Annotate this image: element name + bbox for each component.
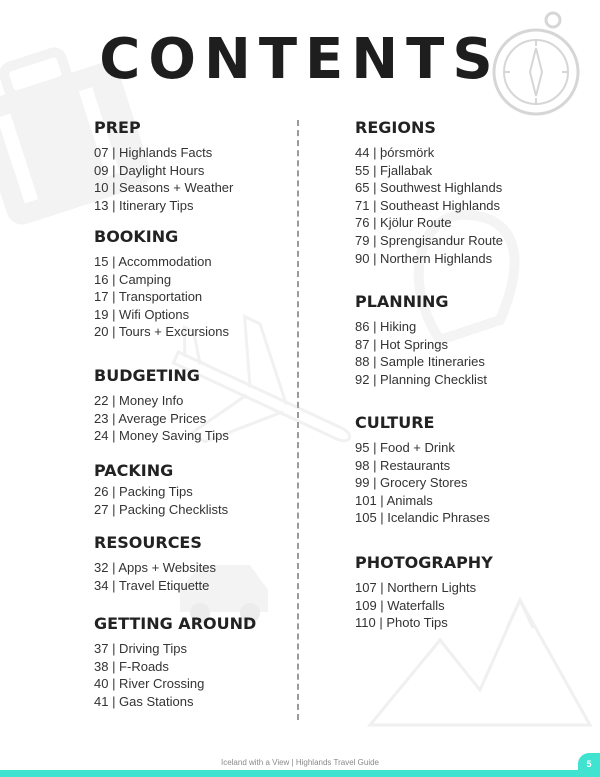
column-divider (297, 120, 299, 720)
toc-entry[interactable]: 107 | Northern Lights (355, 580, 477, 595)
toc-entry[interactable]: 95 | Food + Drink (355, 440, 455, 455)
toc-entry[interactable]: 26 | Packing Tips (94, 484, 193, 499)
toc-entry[interactable]: 38 | F-Roads (94, 658, 169, 674)
toc-entry[interactable]: 88 | Sample Itineraries (355, 354, 485, 370)
footer-text: Iceland with a View | Highlands Travel Guide (220, 758, 379, 767)
toc-entry[interactable]: 23 | Average Prices (94, 410, 207, 426)
toc-section-getting-around (94, 614, 256, 710)
section-title: CULTURE (355, 413, 435, 432)
toc-section-budgeting (94, 366, 229, 445)
page-number: 5 (578, 753, 600, 777)
section-title: PACKING (94, 461, 174, 480)
section-title: GETTING AROUND (94, 614, 257, 633)
toc-section-packing (94, 461, 228, 518)
toc-entry[interactable]: 44 | þórsmörk (355, 145, 435, 160)
toc-entry[interactable]: 110 | Photo Tips (355, 615, 448, 631)
toc-entry[interactable]: 13 | Itinerary Tips (94, 197, 194, 213)
toc-entry[interactable]: 24 | Money Saving Tips (94, 428, 229, 444)
toc-entry[interactable]: 41 | Gas Stations (94, 693, 194, 709)
toc-entry[interactable]: 92 | Planning Checklist (355, 371, 488, 387)
toc-section-resources (94, 533, 216, 594)
toc-entry[interactable]: 86 | Hiking (355, 319, 417, 334)
toc-entry[interactable]: 109 | Waterfalls (355, 597, 445, 613)
section-title: PHOTOGRAPHY (355, 553, 493, 572)
toc-entry[interactable]: 90 | Northern Highlands (355, 250, 493, 266)
toc-entry[interactable]: 98 | Restaurants (355, 457, 451, 473)
toc-entry[interactable]: 20 | Tours + Excursions (94, 324, 230, 340)
toc-entry[interactable]: 40 | River Crossing (94, 676, 205, 692)
toc-section-photography (355, 553, 493, 632)
toc-entry[interactable]: 16 | Camping (94, 271, 172, 287)
toc-entry[interactable]: 55 | Fjallabak (355, 162, 433, 178)
toc-entry[interactable]: 101 | Animals (355, 492, 433, 508)
toc-section-planning (355, 292, 487, 388)
toc-entry[interactable]: 76 | Kjölur Route (355, 215, 452, 231)
toc-entry[interactable]: 71 | Southeast Highlands (355, 197, 501, 213)
toc-entry[interactable]: 37 | Driving Tips (94, 641, 187, 656)
section-title: RESOURCES (94, 533, 202, 552)
toc-entry[interactable]: 09 | Daylight Hours (94, 162, 205, 178)
toc-entry[interactable]: 17 | Transportation (94, 289, 203, 305)
toc-entry[interactable]: 32 | Apps + Websites (94, 560, 217, 575)
toc-section-prep (94, 118, 233, 214)
section-title: PREP (94, 118, 141, 137)
toc-entry[interactable]: 10 | Seasons + Weather (94, 180, 234, 196)
toc-section-culture (355, 413, 490, 527)
toc-entry[interactable]: 22 | Money Info (94, 393, 184, 408)
toc-entry[interactable]: 15 | Accommodation (94, 254, 212, 269)
toc-section-booking (94, 227, 229, 341)
toc-entry[interactable]: 19 | Wifi Options (94, 306, 190, 322)
section-title: BUDGETING (94, 366, 200, 385)
toc-section-regions (355, 118, 503, 267)
toc-entry[interactable]: 34 | Travel Etiquette (94, 577, 210, 593)
footer-bar (0, 770, 600, 777)
toc-entry[interactable]: 105 | Icelandic Phrases (355, 510, 490, 526)
section-title: REGIONS (355, 118, 436, 137)
section-title: BOOKING (94, 227, 179, 246)
toc-entry[interactable]: 79 | Sprengisandur Route (355, 232, 503, 248)
toc-entry[interactable]: 99 | Grocery Stores (355, 475, 468, 491)
toc-entry[interactable]: 87 | Hot Springs (355, 336, 448, 352)
section-title: PLANNING (355, 292, 449, 311)
toc-entry[interactable]: 27 | Packing Checklists (94, 501, 229, 517)
toc-entry[interactable]: 65 | Southwest Highlands (355, 180, 503, 196)
page-title: CONTENTS (99, 27, 501, 92)
toc-entry[interactable]: 07 | Highlands Facts (94, 145, 213, 160)
